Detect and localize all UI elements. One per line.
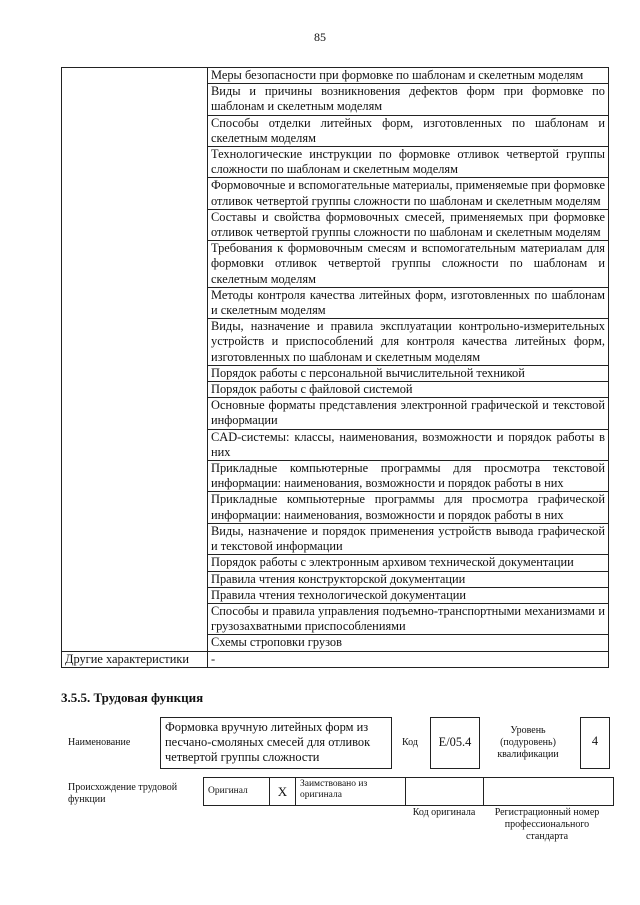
level-label: Уровень (подуровень) квалификации xyxy=(497,725,559,760)
knowledge-row-empty-cell xyxy=(62,429,208,460)
name-label: Наименование xyxy=(68,737,131,748)
knowledge-row-empty-cell xyxy=(62,461,208,492)
code-original-caption: Код оригинала xyxy=(412,807,476,818)
knowledge-row-empty-cell xyxy=(62,492,208,523)
knowledge-row-empty-cell xyxy=(62,571,208,587)
knowledge-item: Меры безопасности при формовке по шаблонам и скелетным моделям xyxy=(208,68,609,84)
knowledge-row xyxy=(62,571,609,587)
original-mark: X xyxy=(270,778,296,806)
knowledge-item: Прикладные компьютерные программы для просмотра текстовой информации: наименования, возможности и порядок работы в них xyxy=(208,461,609,492)
knowledge-item: Порядок работы с персональной вычислительной техникой xyxy=(208,365,609,381)
knowledge-row xyxy=(62,587,609,603)
knowledge-row-empty-cell xyxy=(62,603,208,634)
knowledge-item: CAD-системы: классы, наименования, возможности и порядок работы в них xyxy=(208,429,609,460)
knowledge-row-empty-cell xyxy=(62,365,208,381)
knowledge-row-empty-cell xyxy=(62,319,208,366)
knowledge-row xyxy=(62,492,609,523)
knowledge-item: Виды и причины возникновения дефектов форм при формовке по шаблонам и скелетным моделям xyxy=(208,84,609,115)
borrowed-label: Заимствовано из оригинала xyxy=(296,778,406,806)
knowledge-table xyxy=(61,67,609,668)
knowledge-row xyxy=(62,287,609,318)
knowledge-item: Составы и свойства формовочных смесей, применяемых при формовке отливок четвертой группы сложности по шаблонам и скелетным моделям xyxy=(208,209,609,240)
level-value-box: 4 xyxy=(580,717,610,769)
knowledge-row-empty-cell xyxy=(62,115,208,146)
knowledge-row-empty-cell xyxy=(62,209,208,240)
knowledge-row-empty-cell xyxy=(62,68,208,84)
reg-number-caption: Регистрационный номер профессионального стандарта xyxy=(494,807,600,842)
original-label: Оригинал xyxy=(204,778,270,806)
knowledge-item: Основные форматы представления электронной графической и текстовой информации xyxy=(208,398,609,429)
knowledge-row-empty-cell xyxy=(62,147,208,178)
knowledge-row xyxy=(62,523,609,554)
other-characteristics-label: Другие характеристики xyxy=(62,651,208,667)
origin-label: Происхождение трудовой функции xyxy=(68,782,178,805)
reg-number-cell xyxy=(484,778,614,806)
knowledge-row-empty-cell xyxy=(62,587,208,603)
knowledge-item: Порядок работы с электронным архивом технической документации xyxy=(208,555,609,571)
knowledge-item: Методы контроля качества литейных форм, изготовленных по шаблонам и скелетным моделям xyxy=(208,287,609,318)
knowledge-item: Порядок работы с файловой системой xyxy=(208,382,609,398)
knowledge-row xyxy=(62,635,609,651)
knowledge-row xyxy=(62,209,609,240)
knowledge-row xyxy=(62,147,609,178)
knowledge-row-empty-cell xyxy=(62,382,208,398)
knowledge-row xyxy=(62,241,609,288)
section-heading: 3.5.5. Трудовая функция xyxy=(61,690,204,705)
knowledge-item: Прикладные компьютерные программы для просмотра графической информации: наименования, возможности и порядок работы в них xyxy=(208,492,609,523)
knowledge-row xyxy=(62,319,609,366)
knowledge-row xyxy=(62,555,609,571)
knowledge-item: Виды, назначение и правила эксплуатации контрольно-измерительных устройств и приспособлений для контроля качества литейных форм, изготовленных по шаблонам и скелетным моделям xyxy=(208,319,609,366)
knowledge-item: Технологические инструкции по формовке отливок четвертой группы сложности по шаблонам и скелетным моделям xyxy=(208,147,609,178)
function-name-box: Формовка вручную литейных форм из песчано-смоляных смесей для отливок четвертой группы сложности xyxy=(160,717,392,769)
knowledge-row-empty-cell xyxy=(62,84,208,115)
knowledge-row xyxy=(62,84,609,115)
function-code-box: E/05.4 xyxy=(430,717,480,769)
knowledge-row xyxy=(62,382,609,398)
knowledge-row-empty-cell xyxy=(62,635,208,651)
knowledge-item: Схемы строповки грузов xyxy=(208,635,609,651)
knowledge-row xyxy=(62,115,609,146)
knowledge-row xyxy=(62,365,609,381)
other-characteristics-row xyxy=(62,651,609,667)
knowledge-item: Правила чтения технологической документации xyxy=(208,587,609,603)
code-original-cell xyxy=(406,778,484,806)
knowledge-item: Формовочные и вспомогательные материалы, применяемые при формовке отливок четвертой группы сложности по шаблонам и скелетным моделям xyxy=(208,178,609,209)
knowledge-row-empty-cell xyxy=(62,523,208,554)
knowledge-item: Требования к формовочным смесям и вспомогательным материалам для формовки отливок четвертой группы сложности по шаблонам и скелетным моделям xyxy=(208,241,609,288)
knowledge-row-empty-cell xyxy=(62,555,208,571)
knowledge-row-empty-cell xyxy=(62,398,208,429)
knowledge-row xyxy=(62,398,609,429)
other-characteristics-value: - xyxy=(208,651,609,667)
knowledge-row xyxy=(62,68,609,84)
knowledge-item: Правила чтения конструкторской документации xyxy=(208,571,609,587)
knowledge-item: Виды, назначение и порядок применения устройств вывода графической и текстовой информации xyxy=(208,523,609,554)
page-number: 85 xyxy=(314,30,326,44)
knowledge-row xyxy=(62,461,609,492)
knowledge-row xyxy=(62,429,609,460)
knowledge-row xyxy=(62,178,609,209)
knowledge-item: Способы отделки литейных форм, изготовленных по шаблонам и скелетным моделям xyxy=(208,115,609,146)
knowledge-row-empty-cell xyxy=(62,287,208,318)
knowledge-row-empty-cell xyxy=(62,241,208,288)
knowledge-item: Способы и правила управления подъемно-транспортными механизмами и грузозахватными приспособлениями xyxy=(208,603,609,634)
knowledge-row-empty-cell xyxy=(62,178,208,209)
knowledge-row xyxy=(62,603,609,634)
origin-table xyxy=(203,777,614,806)
code-label: Код xyxy=(402,737,418,748)
